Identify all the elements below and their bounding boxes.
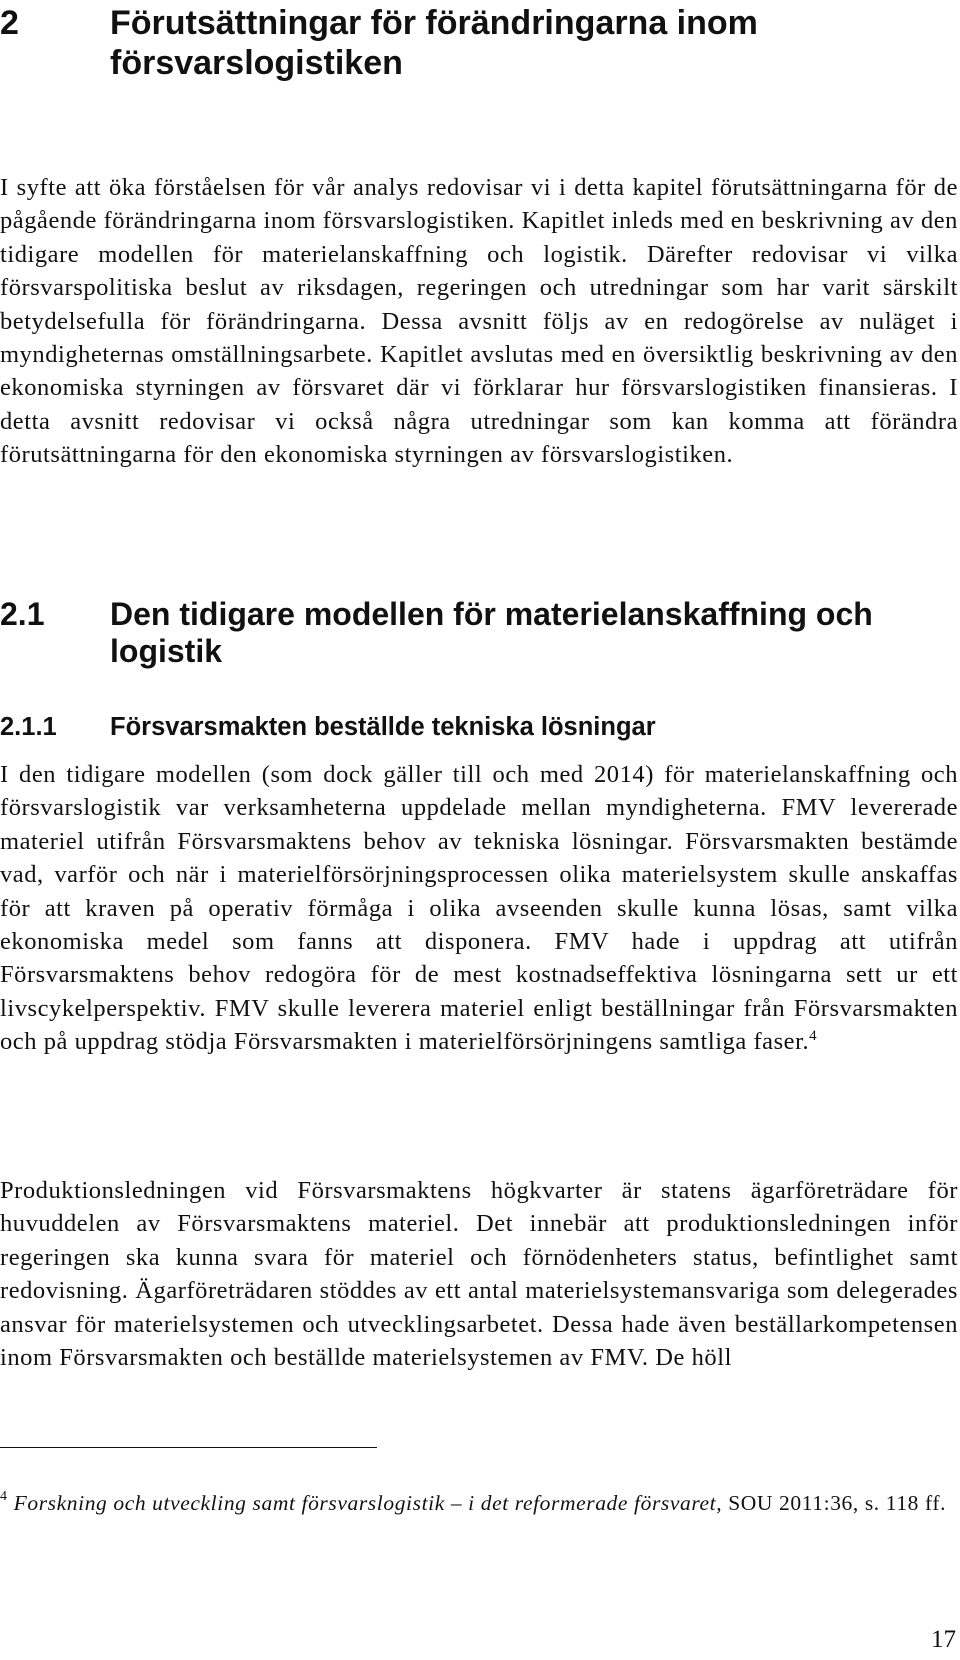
subsection-title: Försvarsmakten beställde tekniska lösningar (110, 713, 656, 741)
footnote-reference: 4 (809, 1028, 818, 1045)
body-paragraph-2: Produktionsledningen vid Försvarsmaktens högkvarter är statens ägarföreträdare för huvuddelen av Försvarsmaktens materiel. Det innebär att produktionsledningen inför regeringen ska kunna svara för materiel och förnödenheters status, befintlighet samt redovisning. Ägarföreträdaren stöddes av ett antal materielsystemansvariga som delegerades ansvar för materielsystemen och utvecklingsarbetet. Dessa hade även beställarkompetensen inom Försvarsmakten och beställde materielsystemen av FMV. De höll (0, 1177, 958, 1372)
chapter-number: 2 (0, 4, 19, 42)
section-number: 2.1 (0, 596, 45, 632)
subsection-number: 2.1.1 (0, 713, 57, 741)
footnote-separator (0, 1447, 377, 1448)
footnote-source: SOU 2011:36, s. 118 ff. (728, 1491, 947, 1515)
body-paragraph-1-text: I den tidigare modellen (som dock gäller till och med 2014) för materielanskaffning och försvarslogistik var verksamheterna uppdelade mellan myndigheterna. FMV levererade materiel utifrån Försvarsmaktens behov av tekniska lösningar. Försvarsmakten bestämde vad, varför och när i materielförsörjningsprocessen olika materielsystem skulle anskaffas för att kraven på operativ förmåga i olika avseenden skulle kunna lösas, samt vilka ekonomiska medel som fanns att disponera. FMV hade i uppdrag att utifrån Försvarsmaktens behov redogöra för de mest kostnadseffektiva lösningarna sett ur ett livscykelperspektiv. FMV skulle leverera materiel enligt beställningar från Försvarsmakten och på uppdrag stödja Försvarsmakten i materielförsörjningens samtliga faser. (0, 761, 958, 1056)
footnote (0, 1487, 958, 1520)
subsection-heading (0, 713, 656, 743)
intro-paragraph: I syfte att öka förståelsen för vår analys redovisar vi i detta kapitel förutsättningarna för de pågående förändringarna inom försvarslogistiken. Kapitlet inleds med en beskrivning av den tidigare modellen för materielanskaffning och logistik. Därefter redovisar vi vilka försvarspolitiska beslut av riksdagen, regeringen och utredningar som har varit särskilt betydelsefulla för förändringarna. Dessa avsnitt följs av en redogörelse av nuläget i myndigheternas omställningsarbete. Kapitlet avslutas med en översiktlig beskrivning av den ekonomiska styrningen av försvaret där vi förklarar hur försvarslogistiken finansieras. I detta avsnitt redovisar vi också några utredningar som kan komma att förändra förutsättningarna för den ekonomiska styrningen av försvarslogistiken. (0, 174, 958, 469)
footnote-marker: 4 (0, 1489, 8, 1504)
chapter-title: Förutsättningar för förändringarna inom försvarslogistiken (110, 4, 758, 82)
chapter-heading (0, 4, 930, 84)
page-number: 17 (931, 1626, 956, 1653)
body-paragraph-1 (0, 758, 958, 1059)
section-heading (0, 596, 930, 671)
section-title: Den tidigare modellen för materielanskaffning och logistik (110, 596, 873, 670)
footnote-title: Forskning och utveckling samt försvarslogistik – i det reformerade försvaret, (13, 1491, 723, 1515)
